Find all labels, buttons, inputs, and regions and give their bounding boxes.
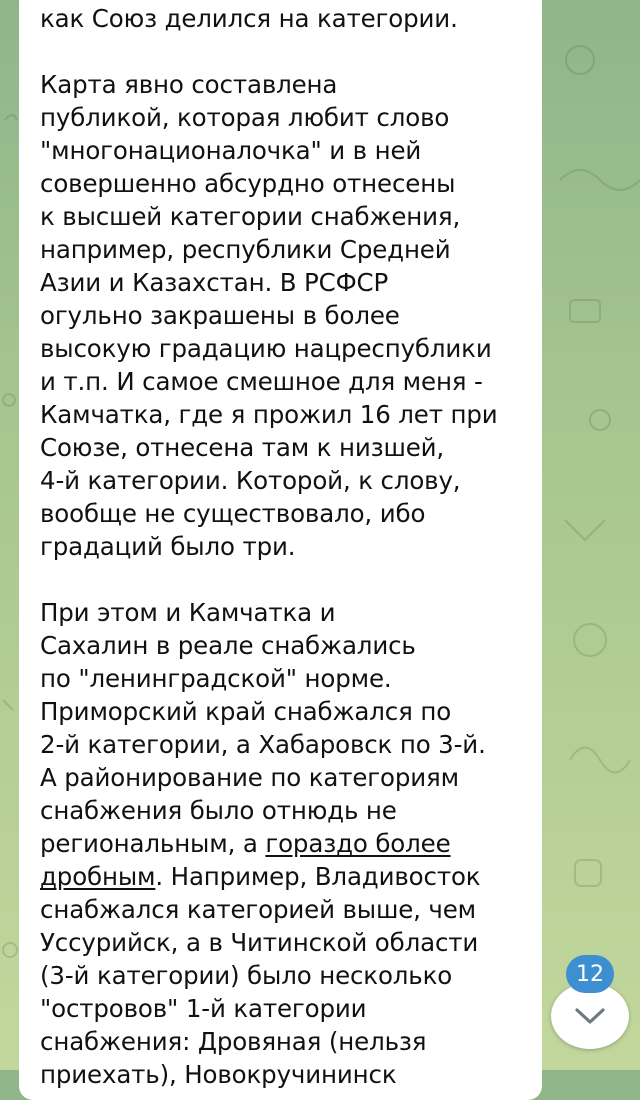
unread-count-badge: 12 xyxy=(566,955,614,993)
chevron-down-icon xyxy=(573,1006,607,1026)
paragraph-gap xyxy=(40,563,524,596)
message-paragraph-2 xyxy=(40,596,524,1091)
message-link[interactable]: гораздо более дробным xyxy=(40,829,451,891)
paragraph-gap xyxy=(40,35,524,68)
message-paragraph-1: Карта явно составлена публикой, которая любит слово "многонационалочка" и в ней совершенно абсурдно отнесены к высшей категории снабжения, например, республики Средней Азии и Казахстан. В РСФСР огульно закрашены в более высокую градацию нацреспублики и т.п. И самое смешное для меня - Камчатка, где я прожил 16 лет при Союзе, отнесена там к низшей, 4-й категории. Которой, к слову, вообще не существовало, ибо градаций было три. xyxy=(40,70,498,561)
paragraph-2-text-start: При этом и Камчатка и Сахалин в реале снабжались по "ленинградской" норме. Приморский край снабжался по 2-й категории, а Хабаровск по 3-й. А районирование по категориям снабжения было отнюдь не региональным, а xyxy=(40,598,486,858)
paragraph-2-text-end: . Например, Владивосток снабжался категорией выше, чем Уссурийск, а в Читинской области (3-й категории) было несколько "островов" 1-й категории снабжения: Дровяная (нельзя приехать), Новокручининск xyxy=(40,862,481,1089)
message-bubble xyxy=(19,0,542,1100)
message-text-top-line: как Союз делился на категории. xyxy=(40,4,458,33)
